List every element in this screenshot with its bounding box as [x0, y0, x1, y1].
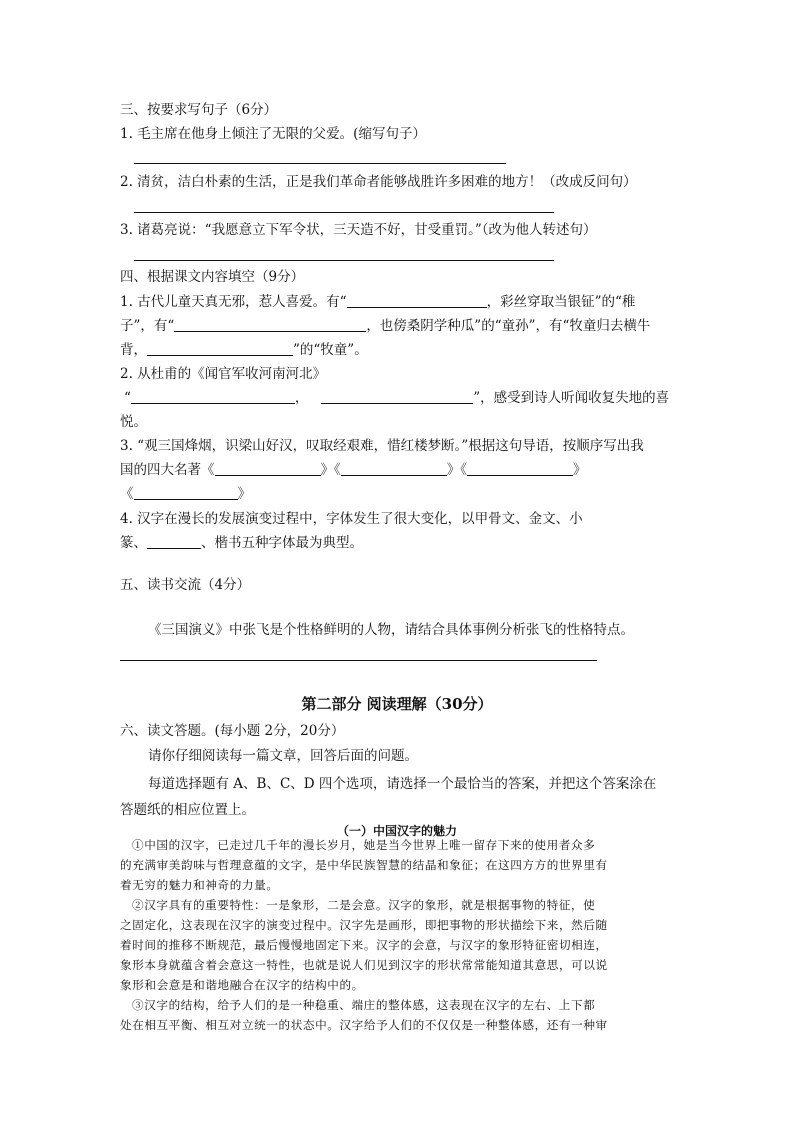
s4-question-2-line-2	[124, 387, 674, 409]
blank[interactable]	[215, 460, 321, 476]
s4-question-4-line-1: 4. 汉字在漫长的发展演变过程中，字体发生了很大变化，以甲骨文、金文、小	[120, 511, 583, 527]
section-5-heading: 五、读书交流（4分）	[120, 577, 251, 593]
q3-text: 》《	[320, 462, 341, 478]
blank[interactable]	[321, 388, 473, 404]
section-3-heading: 三、按要求写句子（6分）	[120, 102, 278, 118]
blank[interactable]	[131, 388, 295, 404]
s3-question-1: 1. 毛主席在他身上倾注了无限的父爱。(缩写句子）	[120, 126, 426, 142]
s4-question-2-line-3: 悦。	[120, 414, 147, 430]
s4-question-1-line-2	[120, 315, 674, 337]
passage-line: 着时间的推移不断规范，最后慢慢地固定下来。汉字的会意，与汉字的象形特征密切相连，	[120, 938, 608, 952]
answer-line[interactable]	[120, 660, 597, 661]
q3-text: 》《	[446, 462, 467, 478]
s3-question-3: 3. 诸葛亮说：“我愿意立下军令状，三天造不好，甘受重罚。”（改为他人转述句）	[120, 222, 597, 238]
q3-text: 《	[120, 486, 134, 502]
q2-text: “	[124, 390, 131, 406]
answer-line[interactable]	[134, 163, 506, 164]
blank[interactable]	[174, 316, 366, 332]
q4-text: 篆、	[120, 535, 147, 551]
section-6-heading: 六、读文答题。(每小题 2分，20分）	[120, 723, 345, 739]
blank[interactable]	[147, 340, 293, 356]
passage-line: 着无穷的魅力和神奇的力量。	[120, 878, 279, 892]
s4-question-2: 2. 从杜甫的《闻官军收河南河北》	[120, 366, 327, 382]
blank[interactable]	[347, 292, 487, 308]
passage-line: ①中国的汉字，已走过几千年的漫长岁月，她是当今世界上唯一留存下来的使用者众多	[132, 838, 596, 852]
passage-line: 的充满审美韵味与哲理意蕴的文字，是中华民族智慧的结晶和象征；在这四方方的世界里有	[120, 858, 608, 872]
s4-question-1-line-1	[120, 291, 674, 313]
passage-line: 象形和会意是和谐地融合在汉字的结构中的。	[120, 978, 364, 992]
q3-text: 》	[237, 486, 251, 502]
q1-text: 背，	[120, 342, 147, 358]
s4-question-3-line-2	[120, 459, 674, 481]
blank[interactable]	[147, 533, 201, 549]
passage-line: 之固定化，这表现在汉字的演变过程中。汉字先是画形，即把事物的形状描绘下来，然后随	[120, 918, 608, 932]
passage-line: ③汉字的结构，给予人们的是一种稳重、端庄的整体感，这表现在汉字的左右、上下都	[132, 998, 596, 1012]
blank[interactable]	[467, 460, 573, 476]
q3-text: 国的四大名著《	[120, 462, 215, 478]
instruction-2-line-2: 答题纸的相应位置上。	[120, 802, 255, 818]
q2-text: ”，感受到诗人听闻收复失地的喜	[473, 390, 670, 406]
part-2-title: 第二部分 阅读理解（30分）	[301, 695, 493, 713]
q4-text: 、楷书五种字体最为典型。	[201, 535, 363, 551]
instruction-2-line-1: 每道选择题有 A、B、C、D 四个选项，请选择一个最恰当的答案，并把这个答案涂在	[148, 776, 657, 792]
q2-text: ，	[294, 390, 309, 406]
blank[interactable]	[341, 460, 447, 476]
s5-question: 《三国演义》中张飞是个性格鲜明的人物，请结合具体事例分析张飞的性格特点。	[148, 622, 634, 638]
q3-text: 》	[573, 462, 587, 478]
passage-line: 象形本身就蕴含着会意这一特性，也就是说人们见到汉字的形状常常能知道其意思，可以说	[120, 958, 608, 972]
q1-text: ，也傍桑阴学种瓜”的“童孙”，有“牧童归去横牛	[366, 318, 651, 334]
q1-text: 子”，有“	[120, 318, 175, 334]
answer-line[interactable]	[134, 260, 554, 261]
s4-question-3-line-1: 3. “观三国烽烟，识梁山好汉，叹取经艰难，惜红楼梦断。”根据这句导语，按顺序写出我	[120, 438, 644, 454]
blank[interactable]	[134, 484, 238, 500]
passage-line: 处在相互平衡、相互对立统一的状态中。汉字给予人们的不仅仅是一种整体感，还有一种审	[120, 1018, 608, 1032]
answer-line[interactable]	[134, 212, 554, 213]
section-4-heading: 四、根据课文内容填空（9分）	[120, 269, 305, 285]
s3-question-2: 2. 清贫，洁白朴素的生活，正是我们革命者能够战胜许多困难的地方！（改成反问句）	[120, 174, 637, 190]
passage-line: ②汉字具有的重要特性：一是象形，二是会意。汉字的象形，就是根据事物的特征，使	[132, 898, 596, 912]
q1-text: 1. 古代儿童天真无邪，惹人喜爱。有“	[120, 294, 347, 310]
q1-text: ，彩丝穿取当银钲”的“稚	[486, 294, 636, 310]
s4-question-4-line-2	[120, 532, 674, 554]
s4-question-3-line-3	[120, 483, 674, 505]
s4-question-1-line-3	[120, 339, 674, 361]
reading-title: （一）中国汉字的魅力	[336, 824, 457, 838]
instruction-1: 请你仔细阅读每一篇文章，回答后面的问题。	[148, 748, 418, 764]
q1-text: ”的“牧童”。	[293, 342, 368, 358]
